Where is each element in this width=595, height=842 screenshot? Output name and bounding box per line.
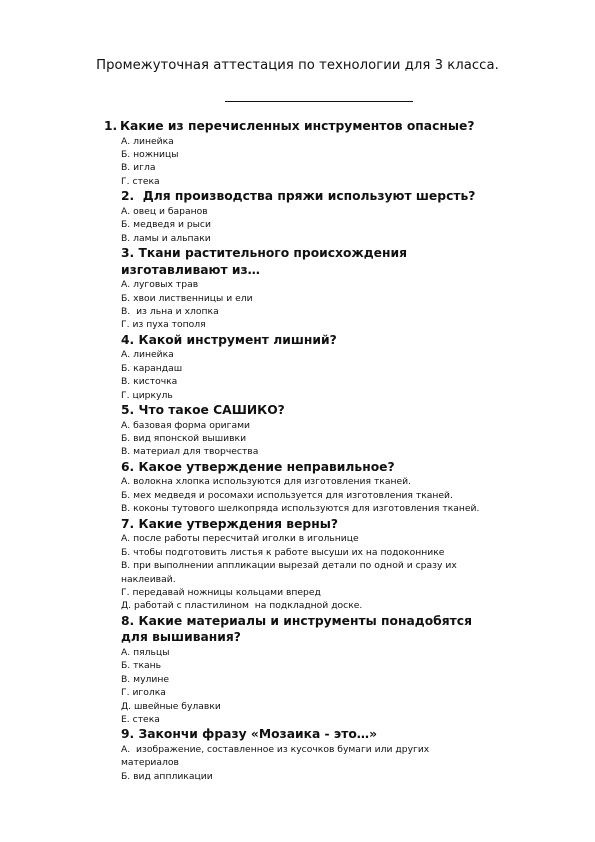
question-text: Для производства пряжи используют шерсть? bbox=[134, 189, 476, 204]
question-heading bbox=[121, 402, 595, 419]
question-2 bbox=[0, 188, 595, 245]
answer-option: В. из льна и хлопка bbox=[121, 306, 219, 318]
question-number: 9. bbox=[121, 727, 135, 742]
answer-option: Б. медведя и рыси bbox=[121, 219, 211, 231]
answer-option: А. изображение, составленное из кусочков бумаги или других bbox=[121, 743, 430, 755]
answer-option: А. овец и баранов bbox=[121, 205, 208, 217]
question-6 bbox=[0, 459, 595, 516]
question-number: 8. bbox=[121, 613, 135, 628]
question-text-continued: для вышивания? bbox=[121, 630, 241, 645]
answer-option: Б. чтобы подготовить листья к работе высуши их на подоконнике bbox=[121, 546, 445, 558]
answer-option: Б. хвои лиственницы и ели bbox=[121, 292, 253, 304]
question-number: 3. bbox=[121, 246, 135, 261]
answer-option: В. при выполнении аппликации вырезай детали по одной и сразу их bbox=[121, 560, 457, 572]
question-heading bbox=[121, 332, 595, 349]
answer-option: Б. вид японской вышивки bbox=[121, 433, 247, 445]
question-heading bbox=[121, 245, 595, 262]
question-heading bbox=[121, 516, 595, 533]
question-8 bbox=[0, 613, 595, 727]
answer-option: Б. ткань bbox=[121, 660, 162, 672]
question-1 bbox=[0, 118, 595, 188]
question-text: Какое утверждение неправильное? bbox=[134, 459, 395, 474]
question-7 bbox=[0, 516, 595, 613]
answer-option: В. материал для творчества bbox=[121, 446, 259, 458]
question-3 bbox=[0, 245, 595, 332]
question-4 bbox=[0, 332, 595, 402]
question-heading bbox=[121, 613, 595, 630]
question-5 bbox=[0, 402, 595, 459]
answer-option-continued: материалов bbox=[121, 757, 179, 769]
question-text: Закончи фразу «Мозаика - это…» bbox=[134, 727, 378, 742]
question-number: 2. bbox=[121, 189, 135, 204]
answer-option: Г. стека bbox=[121, 175, 160, 187]
question-text: Что такое САШИКО? bbox=[134, 403, 285, 418]
question-text: Ткани растительного происхождения bbox=[134, 246, 407, 261]
question-text: Какой инструмент лишний? bbox=[134, 332, 337, 347]
question-heading bbox=[104, 118, 595, 135]
page-title: Промежуточная аттестация по технологии для 3 класса. bbox=[96, 58, 499, 73]
question-text: Какие материалы и инструменты понадобятся bbox=[134, 613, 472, 628]
answer-option: Б. мех медведя и росомахи используется для изготовления тканей. bbox=[121, 489, 453, 501]
question-text: Какие из перечисленных инструментов опасные? bbox=[120, 119, 475, 133]
answer-option: Г. циркуль bbox=[121, 389, 173, 401]
answer-option: А. линейка bbox=[121, 135, 174, 147]
answer-option: Б. карандаш bbox=[121, 362, 183, 374]
question-9 bbox=[0, 726, 595, 783]
question-heading bbox=[121, 188, 595, 205]
question-heading bbox=[121, 459, 595, 476]
question-number: 1. bbox=[104, 119, 118, 133]
answer-option: В. мулине bbox=[121, 673, 170, 685]
answer-option: Г. передавай ножницы кольцами вперед bbox=[121, 586, 321, 598]
question-heading bbox=[121, 726, 595, 743]
question-number: 5. bbox=[121, 403, 135, 418]
answer-option: В. коконы тутового шелкопряда используются для изготовления тканей. bbox=[121, 503, 480, 515]
question-list bbox=[0, 118, 595, 783]
answer-option: Б. вид аппликации bbox=[121, 770, 213, 782]
answer-option-continued: наклеивай. bbox=[121, 573, 176, 585]
answer-option: А. после работы пересчитай иголки в игольнице bbox=[121, 533, 359, 545]
question-text-continued: изготавливают из… bbox=[121, 262, 260, 277]
answer-option: А. волокна хлопка используются для изготовления тканей. bbox=[121, 476, 412, 488]
question-number: 6. bbox=[121, 459, 135, 474]
answer-option: А. пяльцы bbox=[121, 646, 170, 658]
answer-option: А. базовая форма оригами bbox=[121, 419, 250, 431]
answer-option: В. игла bbox=[121, 162, 156, 174]
question-number: 7. bbox=[121, 516, 135, 531]
answer-option: А. луговых трав bbox=[121, 279, 199, 291]
answer-option: Г. из пуха тополя bbox=[121, 319, 206, 331]
name-underline bbox=[225, 101, 413, 102]
answer-option: Е. стека bbox=[121, 713, 160, 725]
answer-option: В. кисточка bbox=[121, 376, 178, 388]
question-text: Какие утверждения верны? bbox=[134, 516, 338, 531]
answer-option: А. линейка bbox=[121, 349, 174, 361]
answer-option: Г. иголка bbox=[121, 687, 166, 699]
answer-option: Д. работай с пластилином на подкладной доске. bbox=[121, 600, 363, 612]
question-number: 4. bbox=[121, 332, 135, 347]
answer-option: Д. швейные булавки bbox=[121, 700, 221, 712]
answer-option: Б. ножницы bbox=[121, 149, 179, 160]
answer-option: В. ламы и альпаки bbox=[121, 232, 211, 244]
